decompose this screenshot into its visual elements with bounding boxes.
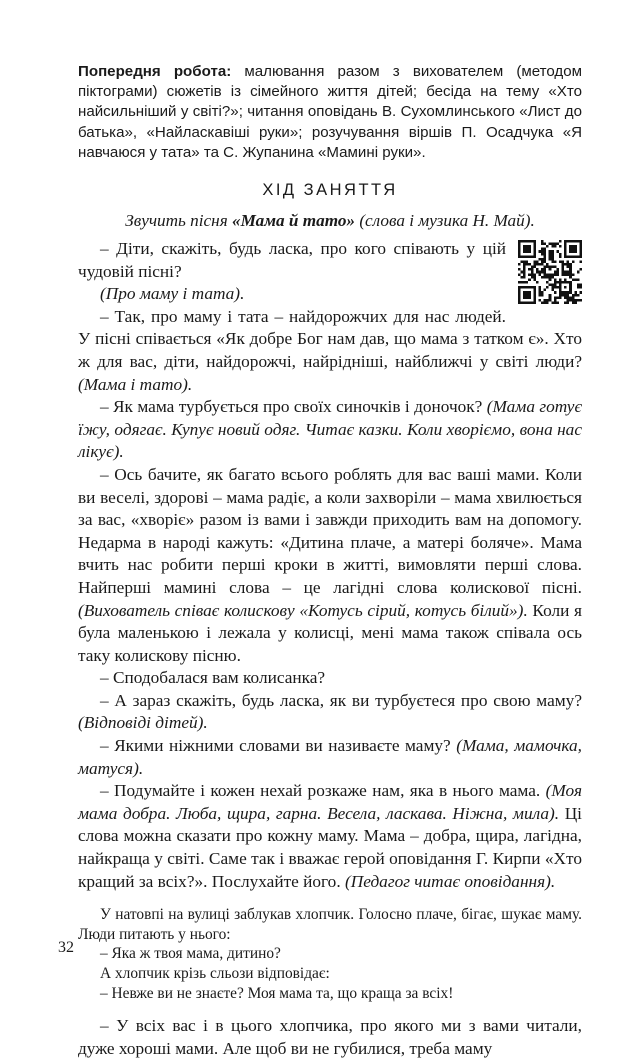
page-content [78,62,582,1060]
story-line: – Невже ви не знаєте? Моя мама та, що краща за всіх! [100,984,454,1002]
story-excerpt [78,905,582,1003]
text-run: – Так, про маму і тата – найдорожчих для нас людей. У пісні співається «Як добре Бог нам дав, що мама з татком є». Хто ж для вас, діти, найдорожчі, найрідніші, найближчі у світі люди? [78,306,582,371]
paragraph-question-song: – Діти, скажіть, будь ласка, про кого співають у цій чудовій пісні? [78,239,506,281]
song-title: «Мама й тато» [231,211,356,231]
paragraph-tender-words [78,735,582,780]
song-post: (слова і музика Н. Май). [355,211,535,231]
text-run: – А зараз скажіть, будь ласка, як ви турбуєтеся про свою маму? [100,690,582,710]
preparatory-work-label: Попередня робота: [78,63,232,80]
paragraph-what-mom-is-like [78,780,582,893]
text-run: Ці слова можна сказати про кожну маму. Мама – добра, щира, лагідна, найкраща у світі. Саме так і вважає герой оповідання Г. Кирпи «Хто кращий за всіх?». Послухайте його. [78,803,582,891]
text-run: – Ось бачите, як багато всього роблять для вас ваші мами. Коли ви веселі, здорові – мама радіє, а коли захворіли – мама хвилюється за вас, «хворіє» разом із вами і завжди приходить вам на допомогу. Недарма в народі кажуть: «Дитина плаче, а матері боляче». Мама вчить нас робити перші кроки в житті, вимовляти перші слова. Найперші мамині слова – це лагідні слова колискової пісні. [78,464,582,597]
song-line [78,209,582,232]
section-heading: ХІД ЗАНЯТТЯ [262,181,398,200]
paragraph-dearest [78,306,582,396]
stage-direction-italic: (Вихователь співає колискову «Котусь сірий, котусь білий»). [78,600,528,620]
story-line: А хлопчик крізь сльози відповідає: [100,965,330,983]
answer-italic: (Мама, мамочка, матуся). [78,736,582,778]
qr-code-icon[interactable] [518,240,582,304]
text-run: – Якими ніжними словами ви називаєте маму? [100,736,457,756]
preparatory-work-text: малювання разом з вихователем (методом піктограми) сюжетів із сімейного життя дітей; бесіда на тему «Хто найсильніший у світі?»; читання оповідань В. Сухомлинського «Лист до батька», «Найласкавіші руки»; розучування віршів П. Осадчука «Я навчаюся у тата» та С. Жупанина «Мамині руки». [78,63,583,161]
paragraph-care-for-mom [78,690,582,735]
stage-direction-italic: (Педагог читає оповідання). [344,871,556,891]
paragraph-lullaby [78,464,582,667]
paragraph-liked-lullaby: – Сподобалася вам колисанка? [100,668,326,688]
story-line: У натовпі на вулиці заблукав хлопчик. Голосно плаче, бігає, шукає маму. Люди питають у нього: [78,906,582,943]
answer-italic: (Відповіді дітей). [78,713,208,733]
answer-italic: (Мама готує їжу, одягає. Купує новий одяг. Читає казки. Коли хворіємо, вона нас лікує). [78,397,582,462]
answer-italic: (Моя мама добра. Люба, щира, гарна. Весела, ласкава. Ніжна, мила). [78,781,582,823]
text-run: – Подумайте і кожен нехай розкаже нам, яка в нього мама. [100,781,546,801]
qr-code-graphic [518,240,582,304]
paragraph-good-moms: – У всіх вас і в цього хлопчика, про якого ми з вами читали, дуже хороші мами. Але щоб ви не губилися, треба маму [78,1016,582,1058]
paragraph-answer-song [78,283,582,306]
text-run: – Як мама турбується про своїх синочків і доночок? [100,397,487,417]
answer-italic: (Про маму і тата). [100,284,245,304]
song-pre: Звучить пісня [125,211,232,231]
preparatory-work-paragraph [78,62,582,163]
dialogue-body [78,238,582,1060]
answer-italic: (Мама і тато). [78,374,193,394]
text-run: Коли я була маленькою і лежала у колисці, мені мама також співала ось таку колискову пісню. [78,600,582,665]
page-number: 32 [58,939,74,956]
paragraph-mother-cares [78,396,582,464]
story-line: – Яка ж твоя мама, дитино? [100,945,281,963]
